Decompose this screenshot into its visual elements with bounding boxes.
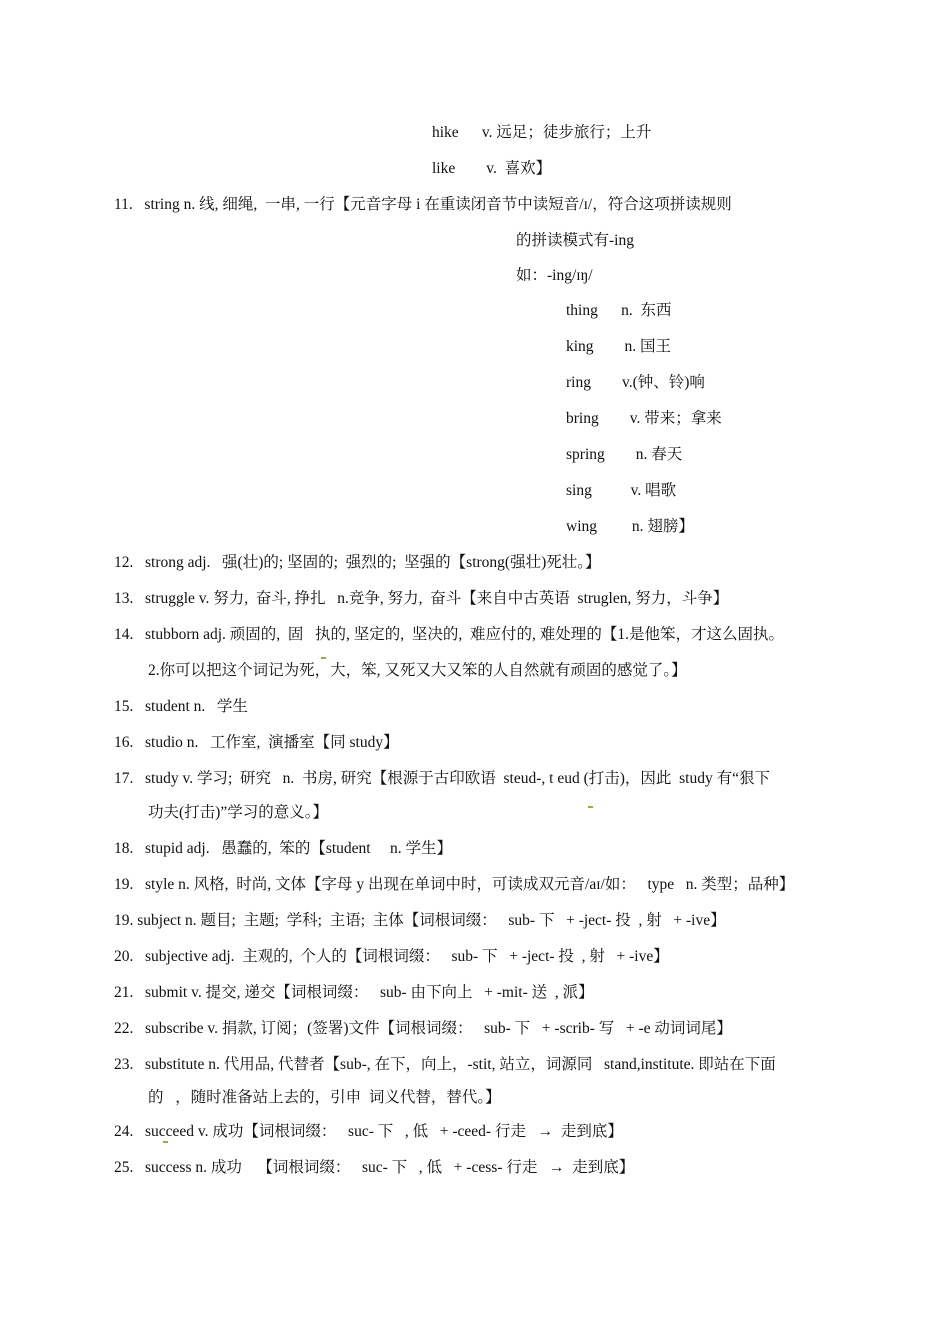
edit-mark bbox=[588, 806, 593, 808]
entry-19-style: 19. style n. 风格, 时尚, 文体【字母 y 出现在单词中时，可读成双元音/aɪ/如： type n. 类型；品种】 bbox=[114, 876, 795, 893]
example-sing: sing v. 唱歌 bbox=[566, 482, 677, 499]
entry-14-continuation: 2.你可以把这个词记为死，大，笨, 又死又大又笨的人自然就有顽固的感觉了。】 bbox=[148, 662, 687, 679]
entry-18-stupid: 18. stupid adj. 愚蠢的, 笨的【student n. 学生】 bbox=[114, 840, 452, 857]
entry-15-student: 15. student n. 学生 bbox=[114, 698, 248, 715]
entry-24-succeed: 24. succeed v. 成功【词根词缀： suc- 下 , 低 + -ceed- 行走 → 走到底】 bbox=[114, 1123, 623, 1140]
entry-21-submit: 21. submit v. 提交, 递交【词根词缀： sub- 由下向上 + -mit- 送 , 派】 bbox=[114, 984, 594, 1001]
entry-11-example-label: 如：-ing/ɪŋ/ bbox=[516, 267, 593, 284]
example-thing: thing n. 东西 bbox=[566, 302, 672, 319]
entry-20-subjective: 20. subjective adj. 主观的, 个人的【词根词缀： sub- 下 + -ject- 投 , 射 + -ive】 bbox=[114, 948, 669, 965]
entry-17-continuation: 功夫(打击)”学习的意义。】 bbox=[148, 804, 328, 821]
entry-12-strong: 12. strong adj. 强(壮)的; 坚固的; 强烈的; 坚强的【strong(强壮)死壮。】 bbox=[114, 554, 601, 571]
example-king: king n. 国王 bbox=[566, 338, 672, 355]
entry-13-struggle: 13. struggle v. 努力, 奋斗, 挣扎 n.竞争, 努力, 奋斗【来自中古英语 struglen, 努力，斗争】 bbox=[114, 590, 729, 607]
entry-11-continuation: 的拼读模式有-ing bbox=[516, 232, 634, 249]
entry-11-string: 11. string n. 线, 细绳, 一串, 一行【元音字母 i 在重读闭音节中读短音/ɪ/，符合这项拼读规则 bbox=[114, 196, 732, 213]
entry-23-continuation: 的 ，随时准备站上去的，引申 词义代替，替代。】 bbox=[148, 1089, 501, 1106]
entry-17-study: 17. study v. 学习; 研究 n. 书房, 研究【根源于古印欧语 steud-, t eud (打击)，因此 study 有“狠下 bbox=[114, 770, 770, 787]
example-bring: bring v. 带来；拿来 bbox=[566, 410, 722, 427]
example-spring: spring n. 春天 bbox=[566, 446, 683, 463]
example-ring: ring v.(钟、铃)响 bbox=[566, 374, 705, 391]
entry-19-subject: 19. subject n. 题目; 主题; 学科; 主语; 主体【词根词缀： sub- 下 + -ject- 投 , 射 + -ive】 bbox=[114, 912, 726, 929]
entry-23-substitute: 23. substitute n. 代用品, 代替者【sub-, 在下，向上，-stit, 站立，词源同 stand,institute. 即站在下面 bbox=[114, 1056, 776, 1073]
entry-16-studio: 16. studio n. 工作室, 演播室【同 study】 bbox=[114, 734, 399, 751]
entry-25-success: 25. success n. 成功 【词根词缀： suc- 下 , 低 + -cess- 行走 → 走到底】 bbox=[114, 1159, 635, 1176]
edit-mark bbox=[321, 657, 326, 659]
entry-hike: hike v. 远足；徒步旅行；上升 bbox=[432, 124, 652, 141]
entry-14-stubborn: 14. stubborn adj. 顽固的, 固 执的, 坚定的, 坚决的, 难应付的, 难处理的【1.是他笨，才这么固执。 bbox=[114, 626, 784, 643]
example-wing: wing n. 翅膀】 bbox=[566, 518, 694, 535]
entry-22-subscribe: 22. subscribe v. 捐款, 订阅；(签署)文件【词根词缀： sub- 下 + -scrib- 写 + -e 动词词尾】 bbox=[114, 1020, 732, 1037]
edit-mark bbox=[163, 1141, 168, 1143]
entry-like: like v. 喜欢】 bbox=[432, 160, 552, 177]
